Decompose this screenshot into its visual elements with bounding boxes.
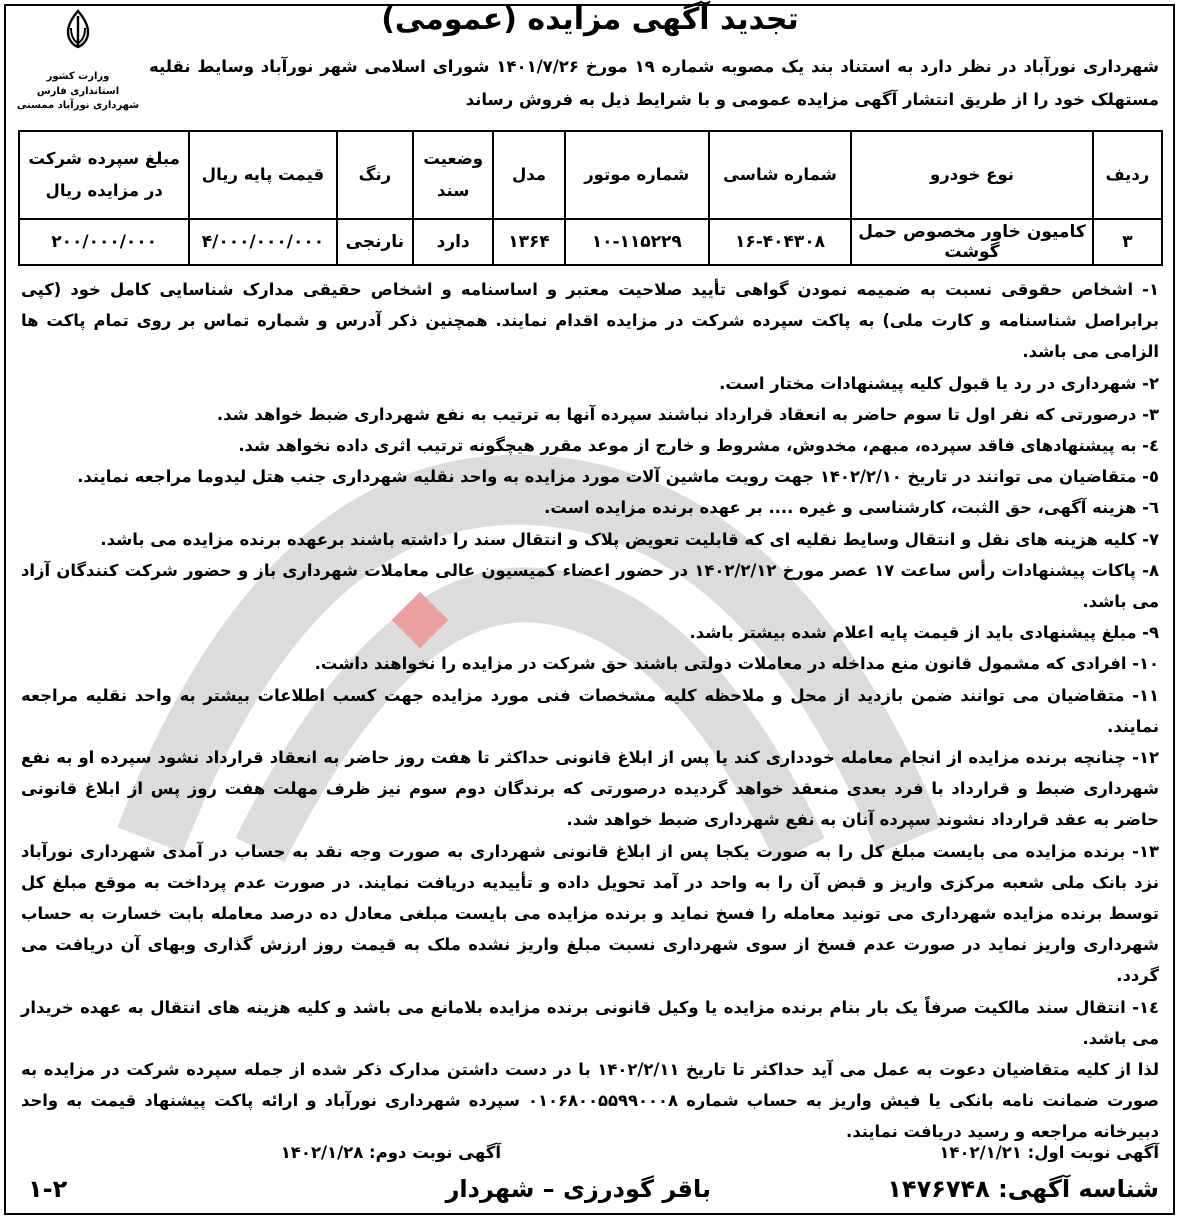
term-item: ۱- اشخاص حقوقی نسبت به ضمیمه نمودن گواهی تأیید صلاحیت معتبر و اساسنامه و اشخاص حقیقی مدارک شناسایی کامل خود (کپی برابراصل شناسنامه و کارت ملی) به پاکت سپرده شرکت در مزایده اقدام نمایند. همچنین ذکر آدرس و شماره تماس بر روی تمام پاکت ها الزامی می باشد. [21, 280, 1159, 362]
header-base-price: قیمت پایه ریال [189, 131, 336, 219]
government-logo [14, 8, 142, 114]
term-item: ۳- درصورتی که نفر اول تا سوم حاضر به انعقاد قرارداد نباشند سپرده آنها به ترتیب به نفع شهرداری ضبط خواهد شد. [216, 404, 1159, 424]
cell-engine-number: ۱۰-۱۱۵۲۲۹ [565, 219, 709, 265]
cell-color: نارنجی [337, 219, 414, 265]
notice-id: شناسه آگهی: ۱۴۷۶۷۴۸ [887, 1175, 1159, 1203]
term-item: ۱۲- چنانچه برنده مزایده از انجام معامله خودداری کند یا پس از ابلاغ قانونی حداکثر تا هفت روز حاضر به انعقاد قرارداد نشود سپرده او به نفع شهرداری ضبط و قرارداد با فرد بعدی منعقد خواهد گردیده درصورتی که برندگان دوم سوم نیز ظرف مهلت هفت روز پس از ابلاغ قانونی حاضر به عقد قرارداد نشوند سپرده آنان به نفع شهرداری ضبط خواهد شد. [21, 748, 1159, 830]
header-document-status: وضعیت سند [413, 131, 493, 219]
term-item: ۱۱- متقاضیان می توانند ضمن بازدید از محل و ملاحظه کلیه مشخصات فنی مورد مزایده جهت کسب اطلاعات بیشتر به واحد نقلیه مراجعه نمایند. [21, 685, 1159, 736]
header-engine-number: شماره موتور [565, 131, 709, 219]
cell-base-price: ۴/۰۰۰/۰۰۰/۰۰۰ [189, 219, 336, 265]
header-row-number: ردیف [1093, 131, 1162, 219]
term-item: ۲- شهرداری در رد یا قبول کلیه پیشنهادات مختار است. [719, 373, 1159, 393]
table-header-row [19, 131, 1162, 219]
term-item: ۸- پاکات پیشنهادات رأس ساعت ۱۷ عصر مورخ ۱۴۰۲/۲/۱۲ در حضور اعضاء کمیسیون عالی معاملات شهرداری باز و حضور شرکت کنندگان آزاد می باشد. [21, 560, 1159, 612]
ministry-label: وزارت کشور [46, 71, 110, 82]
header-chassis-number: شماره شاسی [709, 131, 851, 219]
term-item: ۱٤- انتقال سند مالکیت صرفاً یک بار بنام برنده مزایده یا وکیل قانونی برنده مزایده بلامانع می باشد و کلیه هزینه های انتقال به عهده خریدار می باشد. [21, 997, 1159, 1048]
cell-deposit-amount: ۲۰۰/۰۰۰/۰۰۰ [19, 219, 189, 265]
header-deposit-amount: مبلغ سپرده شرکت در مزایده ریال [19, 131, 189, 219]
cell-chassis-number: ۱۶-۴۰۴۳۰۸ [709, 219, 851, 265]
term-item: ۹- مبلغ پیشنهادی باید از قیمت پایه اعلام شده بیشتر باشد. [689, 623, 1159, 643]
cell-row-number: ۳ [1093, 219, 1162, 265]
first-notice-date: آگهی نوبت اول: ۱۴۰۲/۱/۲۱ [939, 1143, 1159, 1162]
term-item: ۱۰- افرادی که مشمول قانون منع مداخله در معاملات دولتی باشند حق شرکت در مزایده را نخواهند داشت. [314, 654, 1159, 674]
second-notice-date: آگهی نوبت دوم: ۱۴۰۲/۱/۲۸ [280, 1143, 501, 1162]
term-item: ۱۳- برنده مزایده می بایست مبلغ کل را به صورت یکجا پس از ابلاغ قانونی شهرداری به صورت وجه نقد به حساب در آمدی شهرداری نورآباد نزد بانک ملی شعبه مرکزی واریز و قبض آن را به واحد در آمد تحویل داده و تأییدیه دریافت نمایند. در صورت عدم پرداخت به موقع مبلغ کل توسط برنده مزایده شهرداری می تونید معامله را فسخ نماید و برنده مزایده می بایست مبلغی معادل ده درصد معامله بابت خسارت به حساب شهرداری واریز نماید در صورت عدم فسخ از سوی شهرداری نسبت مبلغ واریز نشده ملک به قیمت روز ارزش گذاری وبهای آن دریافت می گردد. [21, 841, 1159, 986]
intro-paragraph: شهرداری نورآباد در نظر دارد به استناد بند یک مصوبه شماره ۱۹ مورخ ۱۴۰۱/۷/۲۶ شورای اسلامی شهر نورآباد وسایط نقلیه مستهلک خود را از طریق انتشار آگهی مزایده عمومی و با شرایط ذیل به فروش رساند [149, 57, 1159, 109]
signatory: باقر گودرزی – شهردار [445, 1175, 711, 1203]
vehicle-table [18, 130, 1163, 266]
cell-document-status: دارد [413, 219, 493, 265]
term-item: ٦- هزینه آگهی، حق الثبت، کارشناسی و غیره .... بر عهده برنده مزایده است. [544, 498, 1159, 518]
header-model: مدل [493, 131, 564, 219]
header-color: رنگ [337, 131, 414, 219]
terms-list [21, 274, 1159, 1148]
closing-paragraph: لذا از کلیه متقاضیان دعوت به عمل می آید حداکثر تا تاریخ ۱۴۰۲/۲/۱۱ با در دست داشتن مدارک ذکر شده از جمله سپرده شرکت در مزایده به صورت ضمانت نامه بانکی یا فیش واریز به حساب شماره ۰۱۰۶۸۰۰۵۵۹۹۰۰۰۸ سپرده شهرداری نورآباد و ارائه پاکت پیشنهاد قیمت به واحد دبیرخانه مراجعه و رسید دریافت نمایند. [21, 1060, 1159, 1142]
page-code: ۱-۲ [28, 1175, 68, 1203]
term-item: ٥- متقاضیان می توانند در تاریخ ۱۴۰۲/۲/۱۰ جهت رویت ماشین آلات مورد مزایده به واحد نقلیه شهرداری جنب هتل لیدوما مراجعه نمایند. [77, 467, 1159, 487]
municipality-label: شهرداری نورآباد ممسنی [16, 100, 140, 111]
emblem-icon [58, 8, 98, 50]
term-item: ۷- کلیه هزینه های نقل و انتقال وسایط نقلیه ای که قابلیت تعویض پلاک و انتقال سند را داشته باشند برعهده برنده مزایده می باشد. [100, 529, 1159, 549]
term-item: ٤- به پیشنهادهای فاقد سپرده، مبهم، مخدوش، مشروط و خارج از موعد مقرر هیچگونه ترتیب اثری داده نخواهد شد. [238, 436, 1159, 456]
cell-model: ۱۳۶۴ [493, 219, 564, 265]
table-row [19, 219, 1162, 265]
cell-vehicle-type: کامیون خاور مخصوص حمل گوشت [851, 219, 1093, 265]
governorate-label: استانداری فارس [36, 85, 120, 97]
header-vehicle-type: نوع خودرو [851, 131, 1093, 219]
page-title: تجدید آگهی مزایده (عمومی) [381, 2, 799, 37]
